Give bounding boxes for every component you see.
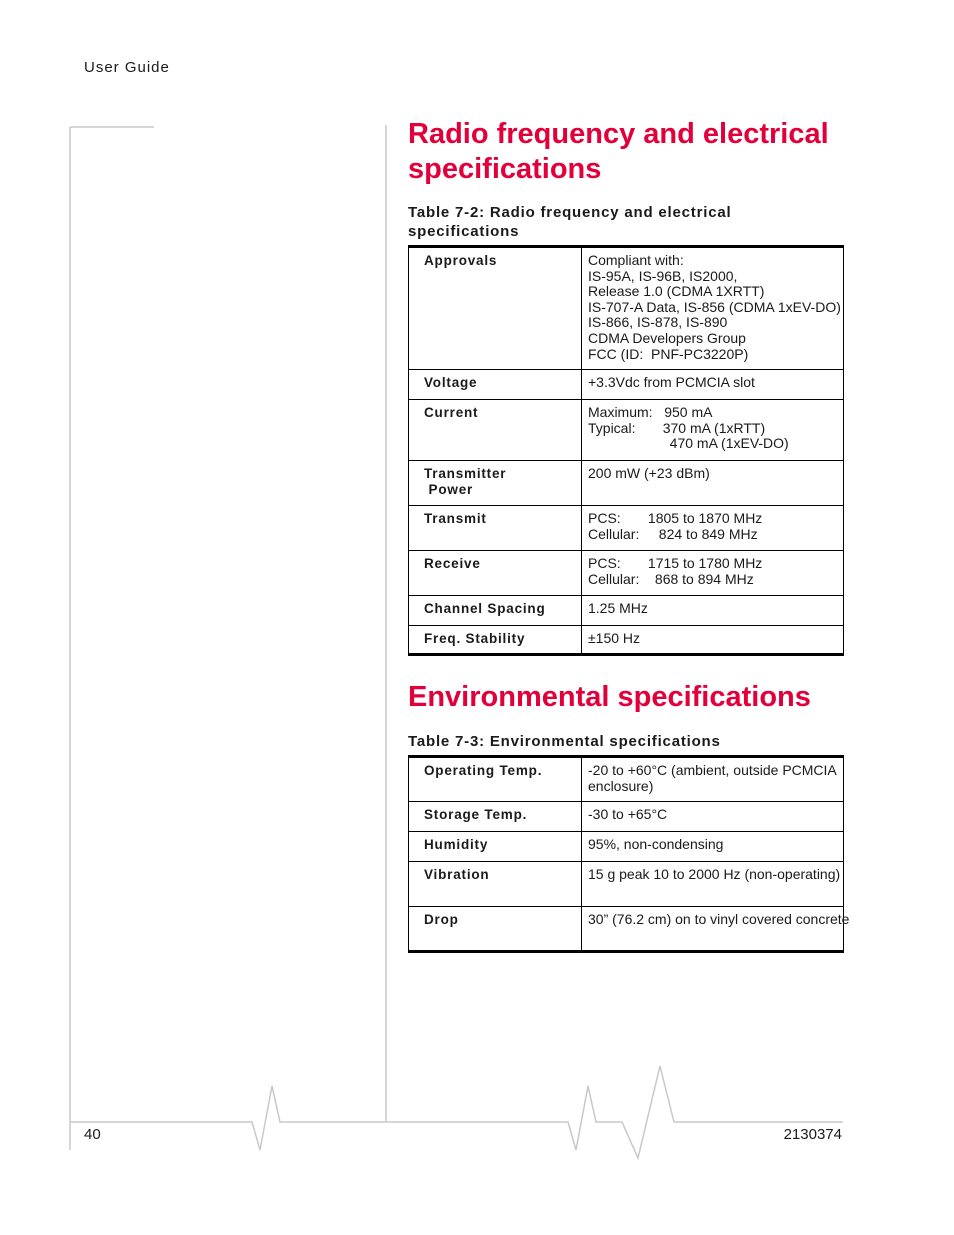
spec-value (582, 596, 844, 626)
page-number: 40 (84, 1126, 101, 1143)
spec-value-line: Release 1.0 (CDMA 1XRTT) (588, 283, 765, 300)
spec-label: Freq. Stability (409, 626, 582, 655)
spec-value-line: FCC (ID: PNF-PC3220P) (588, 345, 749, 362)
spec-value-line: 470 mA (1xEV-DO) (588, 435, 789, 452)
env-spec-table (408, 755, 850, 953)
spec-value (582, 551, 844, 596)
table-row (409, 247, 844, 370)
table-row (409, 907, 844, 952)
spec-value-line: IS-707-A Data, IS-856 (CDMA 1xEV-DO) (588, 298, 841, 315)
table-row (409, 626, 844, 655)
spec-label: Drop (409, 907, 582, 952)
spec-value-line: 95%, non-condensing (588, 836, 724, 852)
spec-value-line: Compliant with: (588, 252, 684, 268)
spec-value-line: +3.3Vdc from PCMCIA slot (588, 374, 755, 390)
spec-value-line: -20 to +60°C (ambient, outside PCMCIA (588, 762, 837, 778)
spec-value-line: Cellular: 824 to 849 MHz (588, 525, 758, 542)
spec-value (582, 370, 844, 400)
spec-label: Vibration (409, 862, 582, 907)
spec-value-line: IS-866, IS-878, IS-890 (588, 314, 728, 331)
spec-value (582, 247, 844, 370)
running-header: User Guide (84, 59, 170, 76)
spec-value (582, 400, 844, 461)
spec-value (582, 832, 844, 862)
table-row (409, 862, 844, 907)
spec-label: Voltage (409, 370, 582, 400)
spec-label: Storage Temp. (409, 802, 582, 832)
spec-label: Transmitter Power (409, 461, 582, 506)
spec-label: Operating Temp. (409, 757, 582, 802)
spec-label: Humidity (409, 832, 582, 862)
table-row (409, 802, 844, 832)
spec-value-line: CDMA Developers Group (588, 329, 746, 346)
table-row (409, 506, 844, 551)
spec-value (582, 862, 844, 907)
section-heading-env: Environmental specifications (408, 681, 811, 713)
section-heading-rf: Radio frequency and electrical specifications (408, 118, 829, 185)
table-row (409, 370, 844, 400)
document-number: 2130374 (783, 1126, 842, 1143)
spec-value-line: 200 mW (+23 dBm) (588, 465, 710, 481)
table-caption-rf: Table 7-2: Radio frequency and electrical specifications (408, 204, 732, 240)
table-row (409, 400, 844, 461)
spec-value (582, 626, 844, 655)
spec-label: Receive (409, 551, 582, 596)
spec-value-line: 15 g peak 10 to 2000 Hz (non-operating) (588, 866, 841, 882)
spec-value-line: 1.25 MHz (588, 600, 648, 616)
spec-value-line: ±150 Hz (588, 630, 641, 646)
spec-value-line: Maximum: 950 mA (588, 404, 713, 420)
table-row (409, 551, 844, 596)
rf-spec-table (408, 245, 844, 656)
spec-label: Channel Spacing (409, 596, 582, 626)
spec-label: Current (409, 400, 582, 461)
spec-value (582, 757, 844, 802)
spec-label: Transmit (409, 506, 582, 551)
spec-value-line: Typical: 370 mA (1xRTT) (588, 419, 766, 436)
table-row (409, 461, 844, 506)
spec-value-line: IS-95A, IS-96B, IS2000, (588, 267, 738, 284)
spec-value-line: enclosure) (588, 777, 654, 794)
spec-value-line: PCS: 1715 to 1780 MHz (588, 555, 763, 571)
spec-value (582, 506, 844, 551)
spec-value-line: -30 to +65°C (588, 806, 668, 822)
table-row (409, 757, 844, 802)
spec-value-line: Cellular: 868 to 894 MHz (588, 570, 754, 587)
spec-value-line: 30” (76.2 cm) on to vinyl covered concrete (588, 911, 850, 927)
spec-value (582, 802, 844, 832)
spec-value (582, 461, 844, 506)
table-row (409, 832, 844, 862)
table-row (409, 596, 844, 626)
spec-label: Approvals (409, 247, 582, 370)
spec-value (582, 907, 850, 952)
spec-value-line: PCS: 1805 to 1870 MHz (588, 510, 763, 526)
table-caption-env: Table 7-3: Environmental specifications (408, 733, 721, 750)
